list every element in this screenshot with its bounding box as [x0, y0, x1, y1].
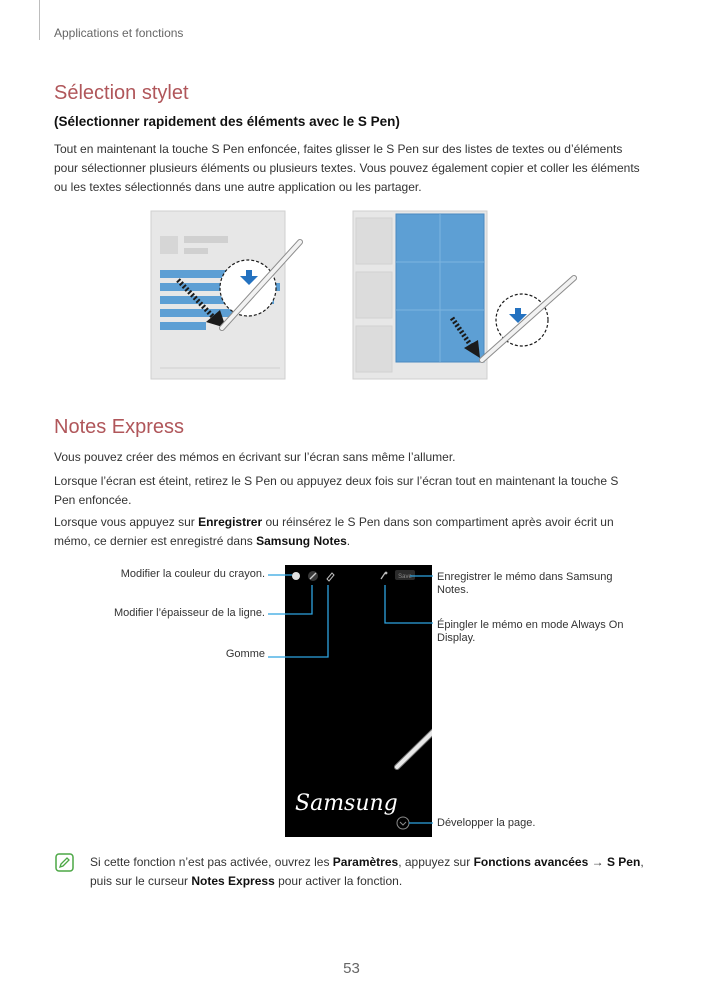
thumbnail: [160, 236, 178, 254]
callout-expand: Développer la page.: [437, 817, 536, 829]
section-subtitle: (Sélectionner rapidement des éléments avec le S Pen): [54, 114, 400, 129]
note-icon: [55, 853, 74, 872]
section2-para3: Lorsque vous appuyez sur Enregistrer ou réinsérez le S Pen dans son compartiment après avoir écrit un mémo, ce dernier est enregistré dans Samsung Notes.: [54, 515, 614, 548]
running-header: Applications et fonctions: [54, 26, 184, 40]
section2-para1: Vous pouvez créer des mémos en écrivant sur l’écran sans même l’allumer.: [54, 450, 456, 464]
settings-term: Paramètres: [332, 855, 399, 869]
zoom-circle: [220, 260, 276, 316]
callout-pin: Épingler le mémo en mode Always On Display.: [437, 619, 624, 644]
section-title-notes-express: Notes Express: [54, 416, 185, 438]
section1-body: Tout en maintenant la touche S Pen enfoncée, faites glisser le S Pen sur des listes de textes ou d’éléments pour sélectionner plusieurs éléments ou plusieurs textes. Vous pouvez également copier et coller les éléments ou les textes sélectionnés dans une autre application ou les partager.: [54, 142, 640, 194]
header-rule: [39, 0, 40, 40]
callout-line-thickness: Modifier l’épaisseur de la ligne.: [113, 607, 265, 619]
callout-lines: [265, 565, 445, 835]
callout-pen-color: Modifier la couleur du crayon.: [120, 568, 265, 580]
advanced-features-term: Fonctions avancées: [473, 855, 589, 869]
selected-row: [160, 322, 206, 330]
samsung-notes-term: Samsung Notes: [256, 534, 347, 548]
page-number: 53: [343, 960, 360, 977]
illustration-grid-selection: [352, 210, 582, 385]
save-button-label: Save: [398, 574, 412, 580]
callout-eraser: Gomme: [225, 648, 265, 660]
handwritten-signature: Samsung: [295, 791, 398, 816]
save-term: Enregistrer: [198, 515, 263, 529]
notes-express-term: Notes Express: [191, 874, 275, 888]
note-text: Si cette fonction n’est pas activée, ouvrez les Paramètres, appuyez sur Fonctions avancées → S Pen, puis sur le curseur Notes Express pour activer la fonction.: [90, 855, 644, 888]
section-title-selection-stylet: Sélection stylet: [54, 82, 189, 104]
illustration-list-selection: [150, 210, 320, 385]
callout-save: Enregistrer le mémo dans Samsung Notes.: [437, 571, 613, 596]
section2-para2: Lorsque l’écran est éteint, retirez le S Pen ou appuyez deux fois sur l’écran tout en maintenant la touche S Pen enfoncée.: [54, 474, 619, 507]
s-pen-term: S Pen: [606, 855, 641, 869]
